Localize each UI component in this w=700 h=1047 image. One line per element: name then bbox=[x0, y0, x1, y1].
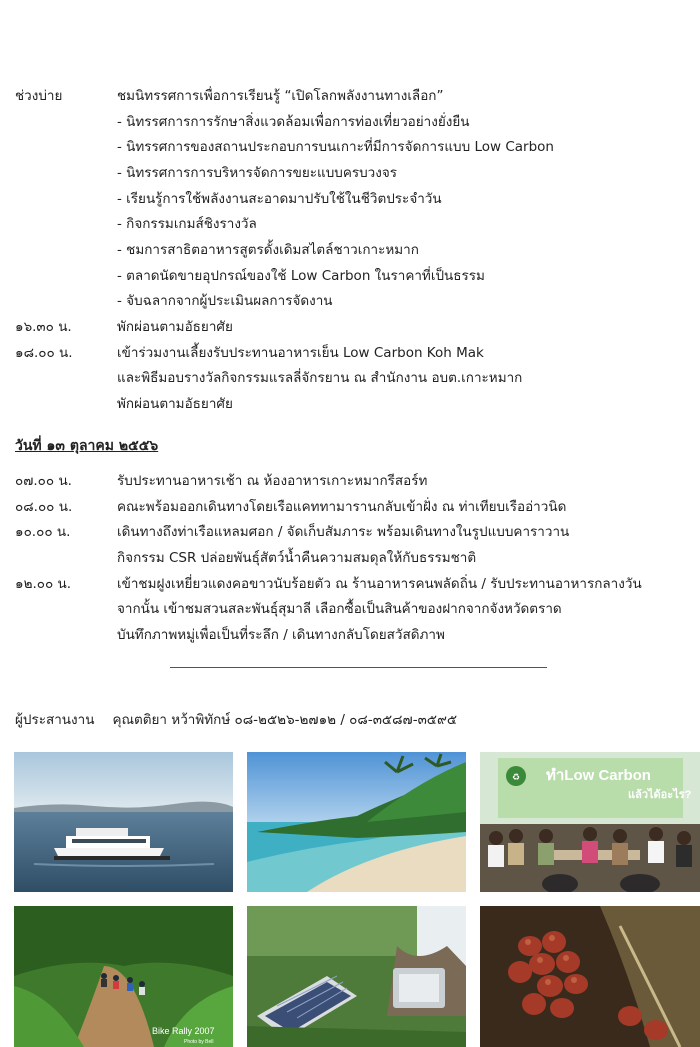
schedule-time: ๑๖.๓๐ น. bbox=[15, 319, 72, 335]
coordinator-contact: คุณตติยา หว้าพิทักษ์ ๐๘-๒๕๒๖-๒๗๑๒ / ๐๘-๓๕๘๗-๓๕๙๕ bbox=[112, 712, 458, 728]
schedule-desc: เข้าร่วมงานเลี้ยงรับประทานอาหารเย็น Low Carbon Koh Mak bbox=[117, 345, 484, 361]
schedule-row-cont: และพิธีมอบรางวัลกิจกรรมแรลลี่จักรยาน ณ สำนักงาน อบต.เกาะหมาก bbox=[117, 370, 523, 386]
list-item: - นิทรรศการการรักษาสิ่งแวดล้อมเพื่อการท่องเที่ยวอย่างยั่งยืน bbox=[117, 114, 470, 130]
schedule-time: ช่วงบ่าย bbox=[15, 88, 63, 104]
schedule-desc: เดินทางถึงท่าเรือแหลมศอก / จัดเก็บสัมภาระ พร้อมเดินทางในรูปแบบคาราวาน bbox=[117, 524, 570, 540]
schedule-row bbox=[0, 572, 700, 596]
bike-rally-caption: Bike Rally 2007 bbox=[152, 1026, 215, 1036]
schedule-row-afternoon bbox=[0, 84, 700, 108]
schedule-time: ๑๐.๐๐ น. bbox=[15, 524, 71, 540]
bike-rally-credit: Photo by Bell bbox=[184, 1039, 214, 1045]
photo-solar-light bbox=[247, 906, 466, 1047]
photo-seminar bbox=[480, 752, 700, 892]
schedule-desc: เข้าชมฝูงเหยี่ยวแดงคอขาวนับร้อยตัว ณ ร้านอาหารคนพลัดถิ่น / รับประทานอาหารกลางวัน bbox=[117, 576, 642, 592]
day-heading: วันที่ ๑๓ ตุลาคม ๒๕๕๖ bbox=[15, 438, 159, 454]
seminar-banner-subtitle: แล้วได้อะไร? bbox=[628, 789, 692, 801]
schedule-title: ชมนิทรรศการเพื่อการเรียนรู้ “เปิดโลกพลังงานทางเลือก” bbox=[117, 88, 444, 104]
list-item: - กิจกรรมเกมส์ชิงรางวัล bbox=[117, 216, 257, 232]
list-item: - ตลาดนัดขายอุปกรณ์ของใช้ Low Carbon ในราคาที่เป็นธรรม bbox=[117, 268, 485, 284]
schedule-desc: คณะพร้อมออกเดินทางโดยเรือแคททามารานกลับเข้าฝั่ง ณ ท่าเทียบเรืออ่าวนิด bbox=[117, 499, 567, 515]
coordinator-line bbox=[15, 708, 457, 732]
photo-beach bbox=[247, 752, 466, 892]
schedule-desc: พักผ่อนตามอัธยาศัย bbox=[117, 319, 233, 335]
schedule-row bbox=[0, 520, 700, 544]
photo-bike-rally bbox=[14, 906, 233, 1047]
schedule-row-cont: บันทึกภาพหมู่เพื่อเป็นที่ระลึก / เดินทางกลับโดยสวัสดิภาพ bbox=[117, 627, 445, 643]
schedule-row-cont: พักผ่อนตามอัธยาศัย bbox=[117, 396, 233, 412]
schedule-row-cont: กิจกรรม CSR ปล่อยพันธุ์สัตว์น้ำคืนความสมดุลให้กับธรรมชาติ bbox=[117, 550, 477, 566]
schedule-time: ๐๗.๐๐ น. bbox=[15, 473, 72, 489]
schedule-time: ๑๒.๐๐ น. bbox=[15, 576, 72, 592]
list-item: - นิทรรศการของสถานประกอบการบนเกาะที่มีการจัดการแบบ Low Carbon bbox=[117, 139, 554, 155]
list-item: - จับฉลากจากผู้ประเมินผลการจัดงาน bbox=[117, 293, 333, 309]
photo-salak-fruit bbox=[480, 906, 700, 1047]
list-item: - ชมการสาธิตอาหารสูตรดั้งเดิมสไตล์ชาวเกาะหมาก bbox=[117, 242, 419, 258]
svg-text:♻: ♻ bbox=[511, 772, 521, 782]
schedule-time: ๑๘.๐๐ น. bbox=[15, 345, 73, 361]
schedule-desc: รับประทานอาหารเช้า ณ ห้องอาหารเกาะหมากรีสอร์ท bbox=[117, 473, 428, 489]
schedule-row bbox=[0, 315, 700, 339]
coordinator-label: ผู้ประสานงาน bbox=[15, 712, 95, 728]
schedule-row bbox=[0, 469, 700, 493]
schedule-row bbox=[0, 341, 700, 365]
schedule-row-cont: จากนั้น เข้าชมสวนสละพันธุ์สุมาลี เลือกซื้อเป็นสินค้าของฝากจากจังหวัดตราด bbox=[117, 601, 562, 617]
seminar-banner-title: ทำLow Carbon bbox=[546, 767, 651, 784]
section-divider bbox=[170, 667, 547, 668]
photo-catamaran bbox=[14, 752, 233, 892]
list-item: - นิทรรศการการบริหารจัดการขยะแบบครบวงจร bbox=[117, 165, 398, 181]
schedule-row bbox=[0, 495, 700, 519]
schedule-time: ๐๘.๐๐ น. bbox=[15, 499, 73, 515]
list-item: - เรียนรู้การใช้พลังงานสะอาดมาปรับใช้ในชีวิตประจำวัน bbox=[117, 191, 442, 207]
